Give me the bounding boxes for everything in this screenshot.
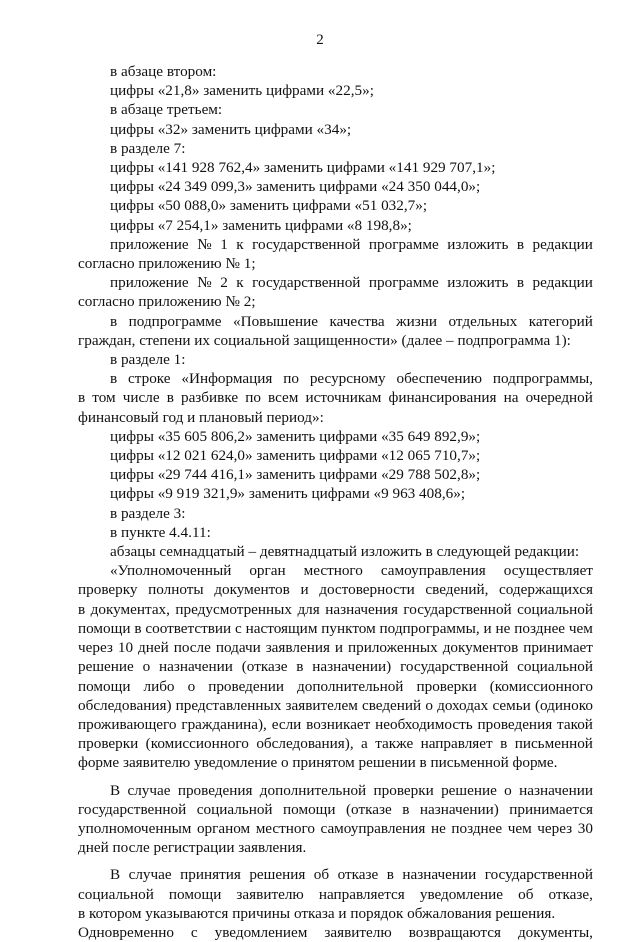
text-line: цифры «24 349 099,3» заменить цифрами «24 350 044,0»; xyxy=(110,178,481,196)
word: государственной xyxy=(252,235,361,253)
word: дополнительной xyxy=(259,781,367,799)
paragraph-gap xyxy=(78,857,593,865)
word: либо xyxy=(143,677,175,695)
word: программе xyxy=(368,235,439,253)
text-line xyxy=(78,800,593,819)
word: заявителю xyxy=(324,923,392,941)
word: чем xyxy=(507,819,532,837)
word: строке xyxy=(128,370,171,388)
text-line xyxy=(78,696,593,715)
text-line: абзацы семнадцатый – девятнадцатый изложить в следующей редакции: xyxy=(110,543,580,561)
text-line: в пункте 4.4.11: xyxy=(110,523,211,541)
word: дополнительной xyxy=(297,677,404,695)
word: (отказе xyxy=(346,800,392,818)
word: семьи xyxy=(492,696,531,714)
word: случае xyxy=(128,866,172,884)
word: возникает xyxy=(306,715,371,733)
word: документах, xyxy=(90,600,170,618)
word: № xyxy=(197,235,212,253)
word: всем xyxy=(268,389,299,407)
word: сведений, xyxy=(425,581,489,599)
word: и xyxy=(300,581,309,599)
word: 10 xyxy=(117,639,134,657)
text-line xyxy=(78,715,593,734)
text-line: граждан, степени их социальной защищенности» (далее – подпрограмма 1): xyxy=(78,331,571,349)
word: самоуправления xyxy=(380,562,486,580)
word: в xyxy=(78,389,86,407)
word: государственной xyxy=(403,600,512,618)
word: числе xyxy=(122,389,160,407)
word: категорий xyxy=(528,312,593,330)
word: (комиссионного xyxy=(489,677,593,695)
word: к xyxy=(236,235,244,253)
word: источникам xyxy=(305,389,382,407)
text-line: в абзаце втором: xyxy=(110,63,217,80)
text-line: цифры «50 088,0» заменить цифрами «51 032,7»; xyxy=(110,197,428,215)
word: осуществляет xyxy=(503,562,593,580)
word: (одиноко xyxy=(534,696,593,714)
word: необходимость xyxy=(375,715,473,733)
word: помощи xyxy=(168,885,222,903)
word: в xyxy=(516,235,525,253)
word: помощи xyxy=(283,800,336,818)
word: назначении xyxy=(159,658,233,676)
word: такой xyxy=(557,715,593,733)
text-line xyxy=(78,638,593,657)
text-line: в разделе 7: xyxy=(110,139,186,157)
word: очередной xyxy=(525,389,593,407)
word: 2 xyxy=(220,274,228,292)
word: назначении xyxy=(519,781,593,799)
word: обеспечению xyxy=(396,370,482,388)
word: позднее xyxy=(451,819,503,837)
word: качества xyxy=(329,312,385,330)
text-line: финансовый год и плановый период»: xyxy=(78,408,324,426)
word: орган xyxy=(249,562,286,580)
word: жизни xyxy=(396,312,438,330)
word: государственной xyxy=(252,274,361,292)
word: назначении xyxy=(402,866,477,884)
text-line xyxy=(78,235,593,254)
word: проживающего xyxy=(78,715,177,733)
word: доходах xyxy=(437,696,489,714)
page-number: 2 xyxy=(316,32,324,48)
word: решение xyxy=(441,781,497,799)
word: по xyxy=(245,389,261,407)
word: проверку xyxy=(78,581,138,599)
word: о xyxy=(142,658,151,676)
word: о xyxy=(187,677,196,695)
word: не xyxy=(430,819,446,837)
word: в xyxy=(78,600,86,618)
word: отказе, xyxy=(548,885,593,903)
text-line xyxy=(78,865,593,884)
word: позднее xyxy=(514,619,566,637)
word: в xyxy=(110,312,118,330)
word: направляет xyxy=(420,735,493,753)
word: № xyxy=(197,274,212,292)
text-line xyxy=(78,580,593,599)
text-line: в котором указываются причины отказа и порядок обжалования решения. xyxy=(78,904,556,922)
word: проверки xyxy=(373,781,434,799)
text-line: цифры «9 919 321,9» заменить цифрами «9 963 408,6»; xyxy=(110,485,466,503)
word: «Информация xyxy=(181,370,273,388)
word: настоящим xyxy=(245,619,318,637)
text-line xyxy=(78,657,593,676)
word: приложение xyxy=(110,274,189,292)
word: (комиссионного xyxy=(145,735,249,753)
word: а xyxy=(361,735,368,753)
text-line xyxy=(78,923,593,942)
word: социальной xyxy=(517,600,593,618)
word: финансирования xyxy=(388,389,497,407)
word: подачи xyxy=(215,639,261,657)
word: достоверности xyxy=(319,581,415,599)
word: (отказе xyxy=(241,658,288,676)
word: после xyxy=(173,639,211,657)
text-line: в разделе 1: xyxy=(110,351,186,369)
paragraph-gap xyxy=(78,773,593,781)
word: заявителю xyxy=(236,885,304,903)
word: проверки xyxy=(416,677,477,695)
word: «Уполномоченный xyxy=(110,562,232,580)
word: документов xyxy=(442,639,519,657)
text-line xyxy=(78,781,593,800)
word: помощи xyxy=(78,619,131,637)
word: также xyxy=(375,735,414,753)
word: возвращаются xyxy=(408,923,501,941)
word: в xyxy=(516,274,525,292)
text-line xyxy=(78,819,593,838)
word: помощи xyxy=(78,677,131,695)
word: не xyxy=(495,619,511,637)
text-line: форме заявителю уведомление о принятом решении в письменной форме. xyxy=(78,754,558,772)
word: о xyxy=(425,696,433,714)
word: через xyxy=(78,639,113,657)
word: принимает xyxy=(523,639,593,657)
word: ресурсному xyxy=(309,370,386,388)
word: в xyxy=(296,658,304,676)
document-body xyxy=(78,62,593,942)
word: обследования) xyxy=(78,696,172,714)
word: в xyxy=(500,735,508,753)
text-line: цифры «7 254,1» заменить цифрами «8 198,8»; xyxy=(110,216,412,234)
text-line xyxy=(78,312,593,331)
word: принимается xyxy=(509,800,593,818)
word: проведения xyxy=(477,715,553,733)
word: В xyxy=(110,866,121,884)
word: содержащихся xyxy=(499,581,593,599)
word: назначении) xyxy=(419,800,499,818)
word: чем xyxy=(568,619,593,637)
word: уведомление xyxy=(419,885,504,903)
word: изложить xyxy=(447,235,509,253)
word: социальной xyxy=(517,658,593,676)
text-line: в разделе 3: xyxy=(110,504,186,522)
text-line: цифры «21,8» заменить цифрами «22,5»; xyxy=(110,82,374,100)
word: в xyxy=(134,619,142,637)
word: отказе xyxy=(337,866,379,884)
word: органом xyxy=(196,819,251,837)
text-line: в абзаце третьем: xyxy=(110,101,223,119)
word: государственной xyxy=(484,866,593,884)
text-line xyxy=(78,388,593,407)
word: сведений xyxy=(361,696,422,714)
word: том xyxy=(92,389,116,407)
word: дней xyxy=(138,639,169,657)
word: представленных xyxy=(175,696,282,714)
word: местного xyxy=(303,562,363,580)
word: подпрограмме xyxy=(128,312,222,330)
word: обследования), xyxy=(256,735,354,753)
text-line xyxy=(78,619,593,638)
text-line xyxy=(78,734,593,753)
word: назначении) xyxy=(312,658,392,676)
word: социальной xyxy=(78,885,154,903)
word: в xyxy=(110,370,118,388)
word: предусмотренных xyxy=(175,600,292,618)
word: об xyxy=(313,866,330,884)
word: проведения xyxy=(177,781,253,799)
word: назначения xyxy=(325,600,398,618)
word: гражданина), xyxy=(181,715,267,733)
text-line: согласно приложению № 1; xyxy=(78,255,256,273)
word: Одновременно xyxy=(78,923,174,941)
word: с xyxy=(235,619,242,637)
word: уполномоченным xyxy=(78,819,192,837)
word: к xyxy=(236,274,244,292)
word: приложенных xyxy=(348,639,438,657)
word: местного xyxy=(255,819,315,837)
word: уведомлением xyxy=(214,923,308,941)
word: документы, xyxy=(517,923,593,941)
word: 30 xyxy=(577,819,593,837)
word: документов xyxy=(214,581,290,599)
text-line: цифры «35 605 806,2» заменить цифрами «35 649 892,9»; xyxy=(110,427,481,445)
text-line: цифры «12 021 624,0» заменить цифрами «12 065 710,7»; xyxy=(110,447,481,465)
word: соответствии xyxy=(145,619,232,637)
word: для xyxy=(297,600,320,618)
word: если xyxy=(271,715,302,733)
word: принятия xyxy=(180,866,241,884)
text-line: цифры «29 744 416,1» заменить цифрами «29 788 502,8»; xyxy=(110,466,481,484)
text-line xyxy=(78,600,593,619)
word: через xyxy=(537,819,573,837)
text-line xyxy=(78,369,593,388)
word: решения xyxy=(249,866,306,884)
text-line xyxy=(78,885,593,904)
word: в xyxy=(386,866,394,884)
text-line: дней после регистрации заявления. xyxy=(78,839,307,857)
word: решение xyxy=(78,658,134,676)
word: направляется xyxy=(318,885,405,903)
word: пунктом xyxy=(321,619,376,637)
word: проверки xyxy=(78,735,139,753)
word: письменной xyxy=(514,735,593,753)
word: социальной xyxy=(196,800,273,818)
text-line xyxy=(78,561,593,580)
word: программе xyxy=(368,274,439,292)
word: случае xyxy=(127,781,171,799)
word: изложить xyxy=(447,274,509,292)
word: самоуправления xyxy=(320,819,426,837)
word: разбивке xyxy=(180,389,239,407)
word: подпрограммы, xyxy=(492,370,593,388)
word: в xyxy=(166,389,174,407)
word: полноты xyxy=(148,581,204,599)
word: 1 xyxy=(220,235,228,253)
word: и xyxy=(483,619,492,637)
text-line xyxy=(78,273,593,292)
text-line: цифры «141 928 762,4» заменить цифрами «141 929 707,1»; xyxy=(110,159,496,177)
word: на xyxy=(503,389,519,407)
word: редакции xyxy=(532,235,593,253)
word: подпрограммы, xyxy=(379,619,480,637)
word: и xyxy=(334,639,344,657)
word: в xyxy=(402,800,410,818)
word: об xyxy=(518,885,534,903)
text-line: цифры «32» заменить цифрами «34»; xyxy=(110,120,352,138)
word: приложение xyxy=(110,235,189,253)
text-line xyxy=(78,677,593,696)
word: государственной xyxy=(400,658,509,676)
word: редакции xyxy=(532,274,593,292)
word: В xyxy=(110,781,121,799)
word: государственной xyxy=(78,800,187,818)
word: с xyxy=(190,923,198,941)
word: отдельных xyxy=(448,312,518,330)
word: «Повышение xyxy=(233,312,318,330)
word: по xyxy=(283,370,299,388)
word: о xyxy=(504,781,512,799)
word: заявителем xyxy=(285,696,358,714)
word: заявления xyxy=(265,639,330,657)
text-line: согласно приложению № 2; xyxy=(78,293,256,311)
word: проведении xyxy=(208,677,284,695)
